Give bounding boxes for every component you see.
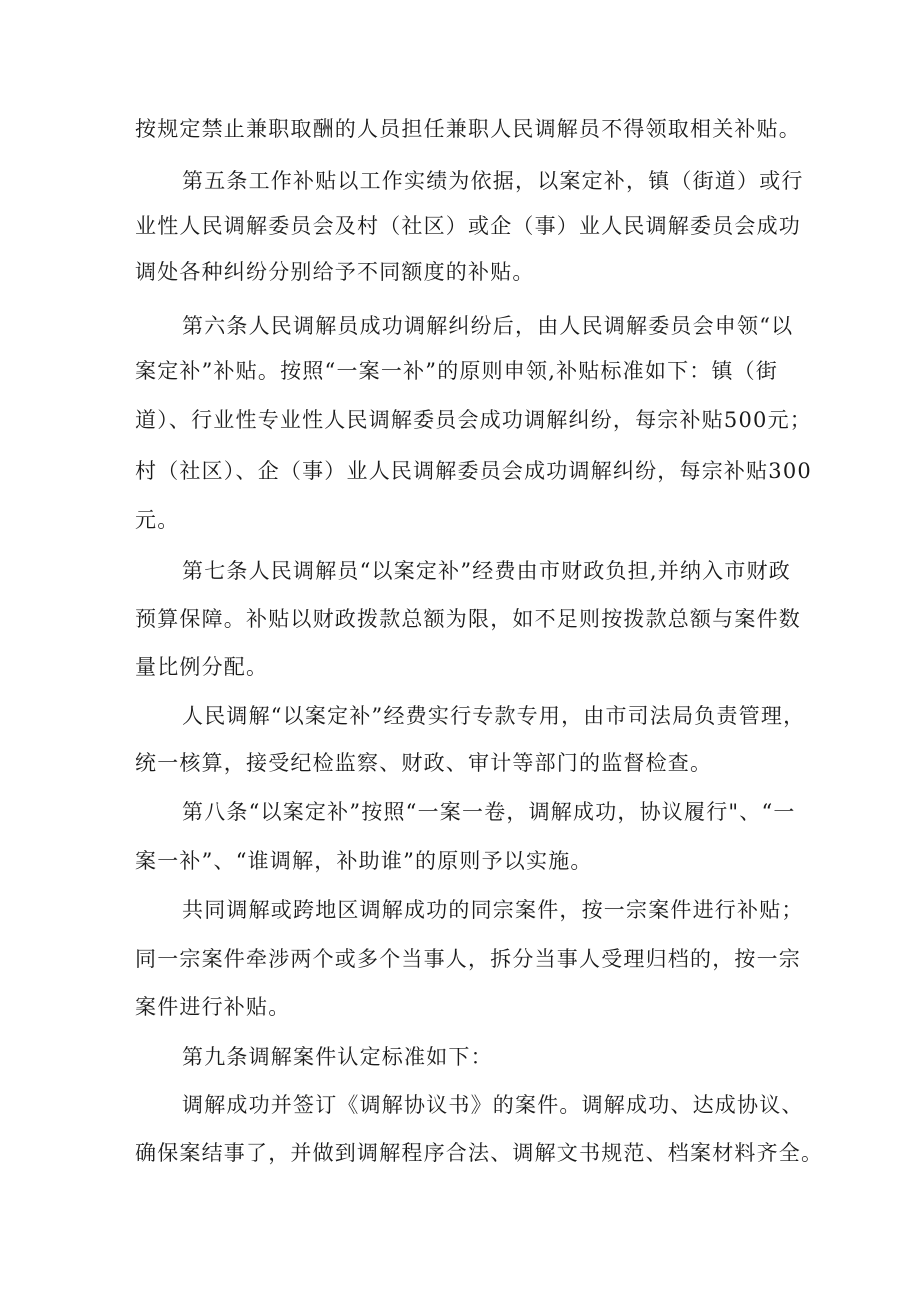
paragraph-line: 道）、行业性专业性人民调解委员会成功调解纠纷，每宗补贴500元； (135, 408, 812, 432)
paragraph-line: 第八条“以案定补”按照“一案一卷，调解成功，协议履行"、“一 (182, 800, 796, 824)
paragraph-line: 案件进行补贴。 (135, 995, 291, 1019)
paragraph-line: 预算保障。补贴以财政拨款总额为限，如不足则按拨款总额与案件数 (135, 607, 801, 631)
paragraph-line: 人民调解“以案定补”经费实行专款专用，由市司法局负责管理， (182, 704, 806, 728)
paragraph-line: 元。 (135, 508, 180, 532)
paragraph-line: 第五条工作补贴以工作实绩为依据，以案定补，镇（街道）或行 (182, 169, 804, 193)
paragraph-line: 量比例分配。 (135, 655, 269, 679)
paragraph-line: 业性人民调解委员会及村（社区）或企（事）业人民调解委员会成功 (135, 214, 801, 238)
paragraph-line: 调处各种纠纷分别给予不同额度的补贴。 (135, 260, 535, 284)
paragraph-line: 调解成功并签订《调解协议书》的案件。调解成功、达成协议、 (182, 1093, 804, 1117)
paragraph-line: 按规定禁止兼职取酬的人员担任兼职人民调解员不得领取相关补贴。 (135, 117, 801, 141)
paragraph-line: 第六条人民调解员成功调解纠纷后，由人民调解委员会申领“以 (182, 314, 794, 338)
paragraph-line: 同一宗案件牵涉两个或多个当事人，拆分当事人受理归档的，按一宗 (135, 947, 801, 971)
paragraph-line: 共同调解或跨地区调解成功的同宗案件，按一宗案件进行补贴； (182, 898, 804, 922)
paragraph-line: 统一核算，接受纪检监察、财政、审计等部门的监督检查。 (135, 751, 713, 775)
paragraph-line: 第九条调解案件认定标准如下： (182, 1045, 493, 1069)
paragraph-line: 案定补”补贴。按照“一案一补”的原则申领,补贴标准如下：镇（街 (135, 359, 779, 383)
paragraph-line: 村（社区）、企（事）业人民调解委员会成功调解纠纷，每宗补贴300 (135, 459, 812, 483)
paragraph-line: 案一补”、“谁调解，补助谁”的原则予以实施。 (135, 849, 593, 873)
paragraph-line: 第七条人民调解员“以案定补”经费由市财政负担,并纳入市财政 (182, 559, 791, 583)
paragraph-line: 确保案结事了，并做到调解程序合法、调解文书规范、档案材料齐全。 (135, 1141, 824, 1165)
